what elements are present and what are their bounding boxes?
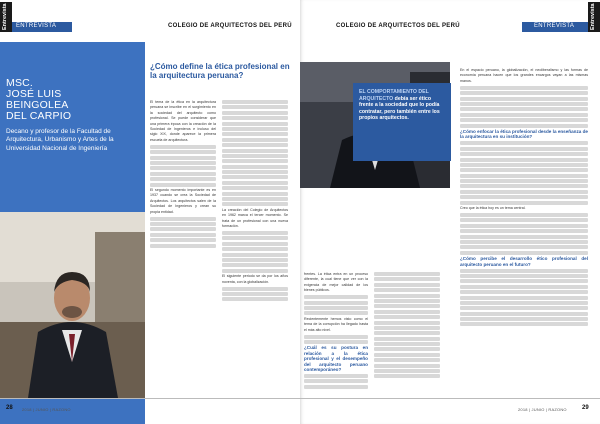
section-label-right: ENTREVISTA	[534, 23, 575, 29]
interviewee-name: MSC. JOSÉ LUIS BEINGOLEA DEL CARPIO	[6, 77, 72, 122]
side-tag-right: Entrevista	[588, 2, 600, 32]
footer-text-right: 2018 | JUNIO | RAZONO	[518, 407, 567, 412]
body-column-4	[374, 272, 440, 380]
body-column-5: En el espacio peruano, la globalización, el neoliberalismo y las formas de economía peruana hacen que los grandes encargos vayan a las mismas manos. ¿Cómo enfocar la ética profesional desde la enseñanza de la arquitectura en su institución? Creo que la ética hoy es un tema central. ¿Cómo percibe el desarrollo ético profesional del arquitecto peruano en el futuro?	[460, 68, 588, 328]
body-column-2: La creación del Colegio de Arquitectos en 1962 marca el tercer momento. Se trata de un profesional con una nueva formación. El siguiente periodo se da por los años noventa, con la globalización.	[222, 100, 288, 303]
footer-rule	[0, 398, 300, 399]
footer-text-left: 2018 | JUNIO | RAZONO	[22, 407, 71, 412]
portrait-photo	[0, 212, 145, 398]
header-title: COLEGIO DE ARQUITECTOS DEL PERÚ	[168, 23, 292, 29]
body-column-1: El tema de la ética en la arquitectura peruana se inscribe en el surgimiento en la sociedad del arquitecto como profesional. Se puede considerar que una primera época con la creación de la Sociedad de Ingenieros e incluso del siglo XIX, donde aparece la primera escuela de arquitectura. El segundo momento importante es en 1937 cuando se crea la Sociedad de Arquitectos. Los arquitectos salen de la Sociedad de Ingenieros y crean su propia entidad.	[150, 100, 216, 249]
section-label: ENTREVISTA	[16, 23, 57, 29]
page-number-right: 29	[582, 405, 589, 411]
page-number-left: 28	[6, 405, 13, 411]
body-column-3: frentes. La ética entra en un proceso diferente, la cual tiene que ver con la exigencia de mejor calidad de los bienes públicos. Recientemente hemos visto como el tema de la corrupción ha llegado hasta el más alto nivel. ¿Cuál es su postura en relación a la ética profesional y el desempeño del arquitecto peruano contemporáneo?	[304, 272, 368, 390]
side-tag-label: Entrevista	[2, 3, 8, 30]
question-heading: ¿Cómo define la ética profesional en la arquitectura peruana?	[150, 62, 290, 80]
right-page	[300, 0, 600, 424]
interviewee-role: Decano y profesor de la Facultad de Arquitectura, Urbanismo y Artes de la Universidad Nacional de Ingeniería	[6, 128, 114, 152]
pull-quote: EL COMPORTAMIENTO DEL ARQUITECTO debía ser ético frente a la sociedad que lo podía contratar, pero también entre los propios arquitectos.	[353, 83, 451, 161]
footer-rule-right	[300, 398, 600, 399]
side-tag	[0, 2, 12, 32]
header-title-right: COLEGIO DE ARQUITECTOS DEL PERÚ	[336, 23, 460, 29]
